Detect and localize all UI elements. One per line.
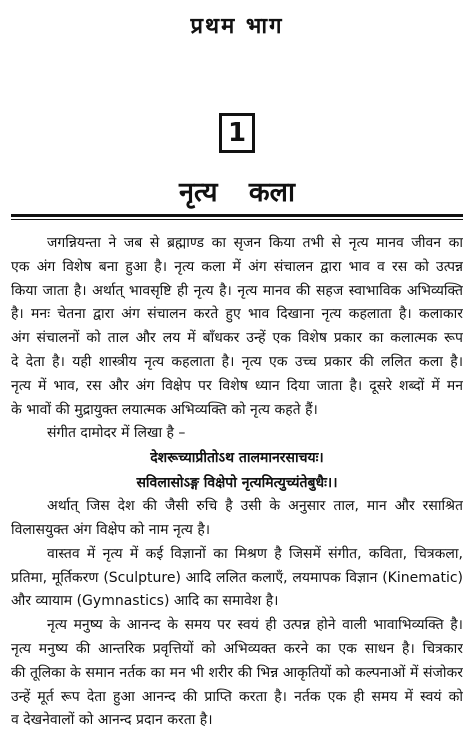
- text-line: किया जाता है। अर्थात् भावसृष्टि ही नृत्य है। नृत्य मानव की सहज स्वाभाविक अभिव्यक्ति: [11, 282, 463, 299]
- part-heading: प्रथम भाग: [190, 14, 284, 39]
- text-line: की तूलिका के समान नर्तक का मन भी शरीर की भिन्न आकृतियों को कल्पनाओं में संजोकर: [11, 664, 463, 681]
- text-line: अंग संचालनों को ताल और लय में बाँधकर उन्हें एक विशेष प्रकार का कलात्मक रूप: [11, 330, 463, 347]
- text-line: के भावों की मुद्रायुक्त लयात्मक अभिव्यक्ति को नृत्य कहते हैं।: [11, 401, 318, 418]
- text-line: व देखनेवालों को आनन्द प्रदान करता है।: [11, 712, 213, 729]
- sanskrit-verse-line: सविलासोऽङ्ग विक्षेपो नृत्यमित्युच्यंतेबुधैः।।: [136, 474, 338, 491]
- text-line: उन्हें मूर्त रूप देता हुआ आनन्द की प्राप्ति करता है। नर्तक एक ही समय में स्वयं को: [11, 688, 463, 705]
- text-line: और व्यायाम (Gymnastics) आदि का समावेश है।: [11, 593, 279, 610]
- text-line: है। मनः चेतना द्वारा अंग संचालन करते हुए भाव दिखाना नृत्य कहलाता है। कलाकार: [11, 306, 463, 323]
- chapter-title: नृत्य कला: [179, 177, 295, 208]
- text-line: नृत्य मनुष्य की आन्तरिक प्रवृत्तियों को अभिव्यक्त करने का एक साधन है। चित्रकार: [11, 640, 463, 657]
- title-rule-thin: [11, 219, 463, 220]
- text-line: विलासयुक्त अंग विक्षेप को नाम नृत्य है।: [11, 521, 211, 538]
- text-line: नृत्य में भाव, रस और अंग विक्षेप पर विशेष ध्यान दिया जाता है। दूसरे शब्दों में मन: [11, 377, 463, 394]
- text-line: वास्तव में नृत्य में कई विज्ञानों का मिश्रण है जिसमें संगीत, कविता, चित्रकला,: [47, 545, 463, 562]
- text-line: दे देता है। यही शास्त्रीय नृत्य कहलाता है। नृत्य एक उच्च प्रकार की ललित कला है।: [11, 353, 463, 370]
- text-line: प्रतिमा, मूर्तिकरण (Sculpture) आदि ललित कलाएँ, लयमापक विज्ञान (Kinematic): [11, 569, 463, 586]
- text-line: जगन्नियन्ता ने जब से ब्रह्माण्ड का सृजन किया तभी से नृत्य मानव जीवन का: [47, 235, 463, 251]
- text-line: संगीत दामोदर में लिखा है –: [47, 425, 186, 442]
- title-rule-thick: [11, 214, 463, 217]
- body-text: [11, 232, 463, 733]
- chapter-number-box: 1: [219, 113, 255, 153]
- text-line: एक अंग विशेष बना हुआ है। नृत्य कला में अंग संचालन द्वारा भाव व रस को उत्पन्न: [11, 258, 463, 275]
- text-line: अर्थात् जिस देश की जैसी रुचि है उसी के अनुसार ताल, मान और रसाश्रित: [47, 498, 463, 515]
- text-line: नृत्य मनुष्य के आनन्द के समय पर स्वयं ही उत्पन्न होने वाली भावाभिव्यक्ति है।: [47, 617, 463, 634]
- sanskrit-verse-line: देशरूच्याप्रीतोऽथ तालमानरसाचयः।: [150, 450, 324, 467]
